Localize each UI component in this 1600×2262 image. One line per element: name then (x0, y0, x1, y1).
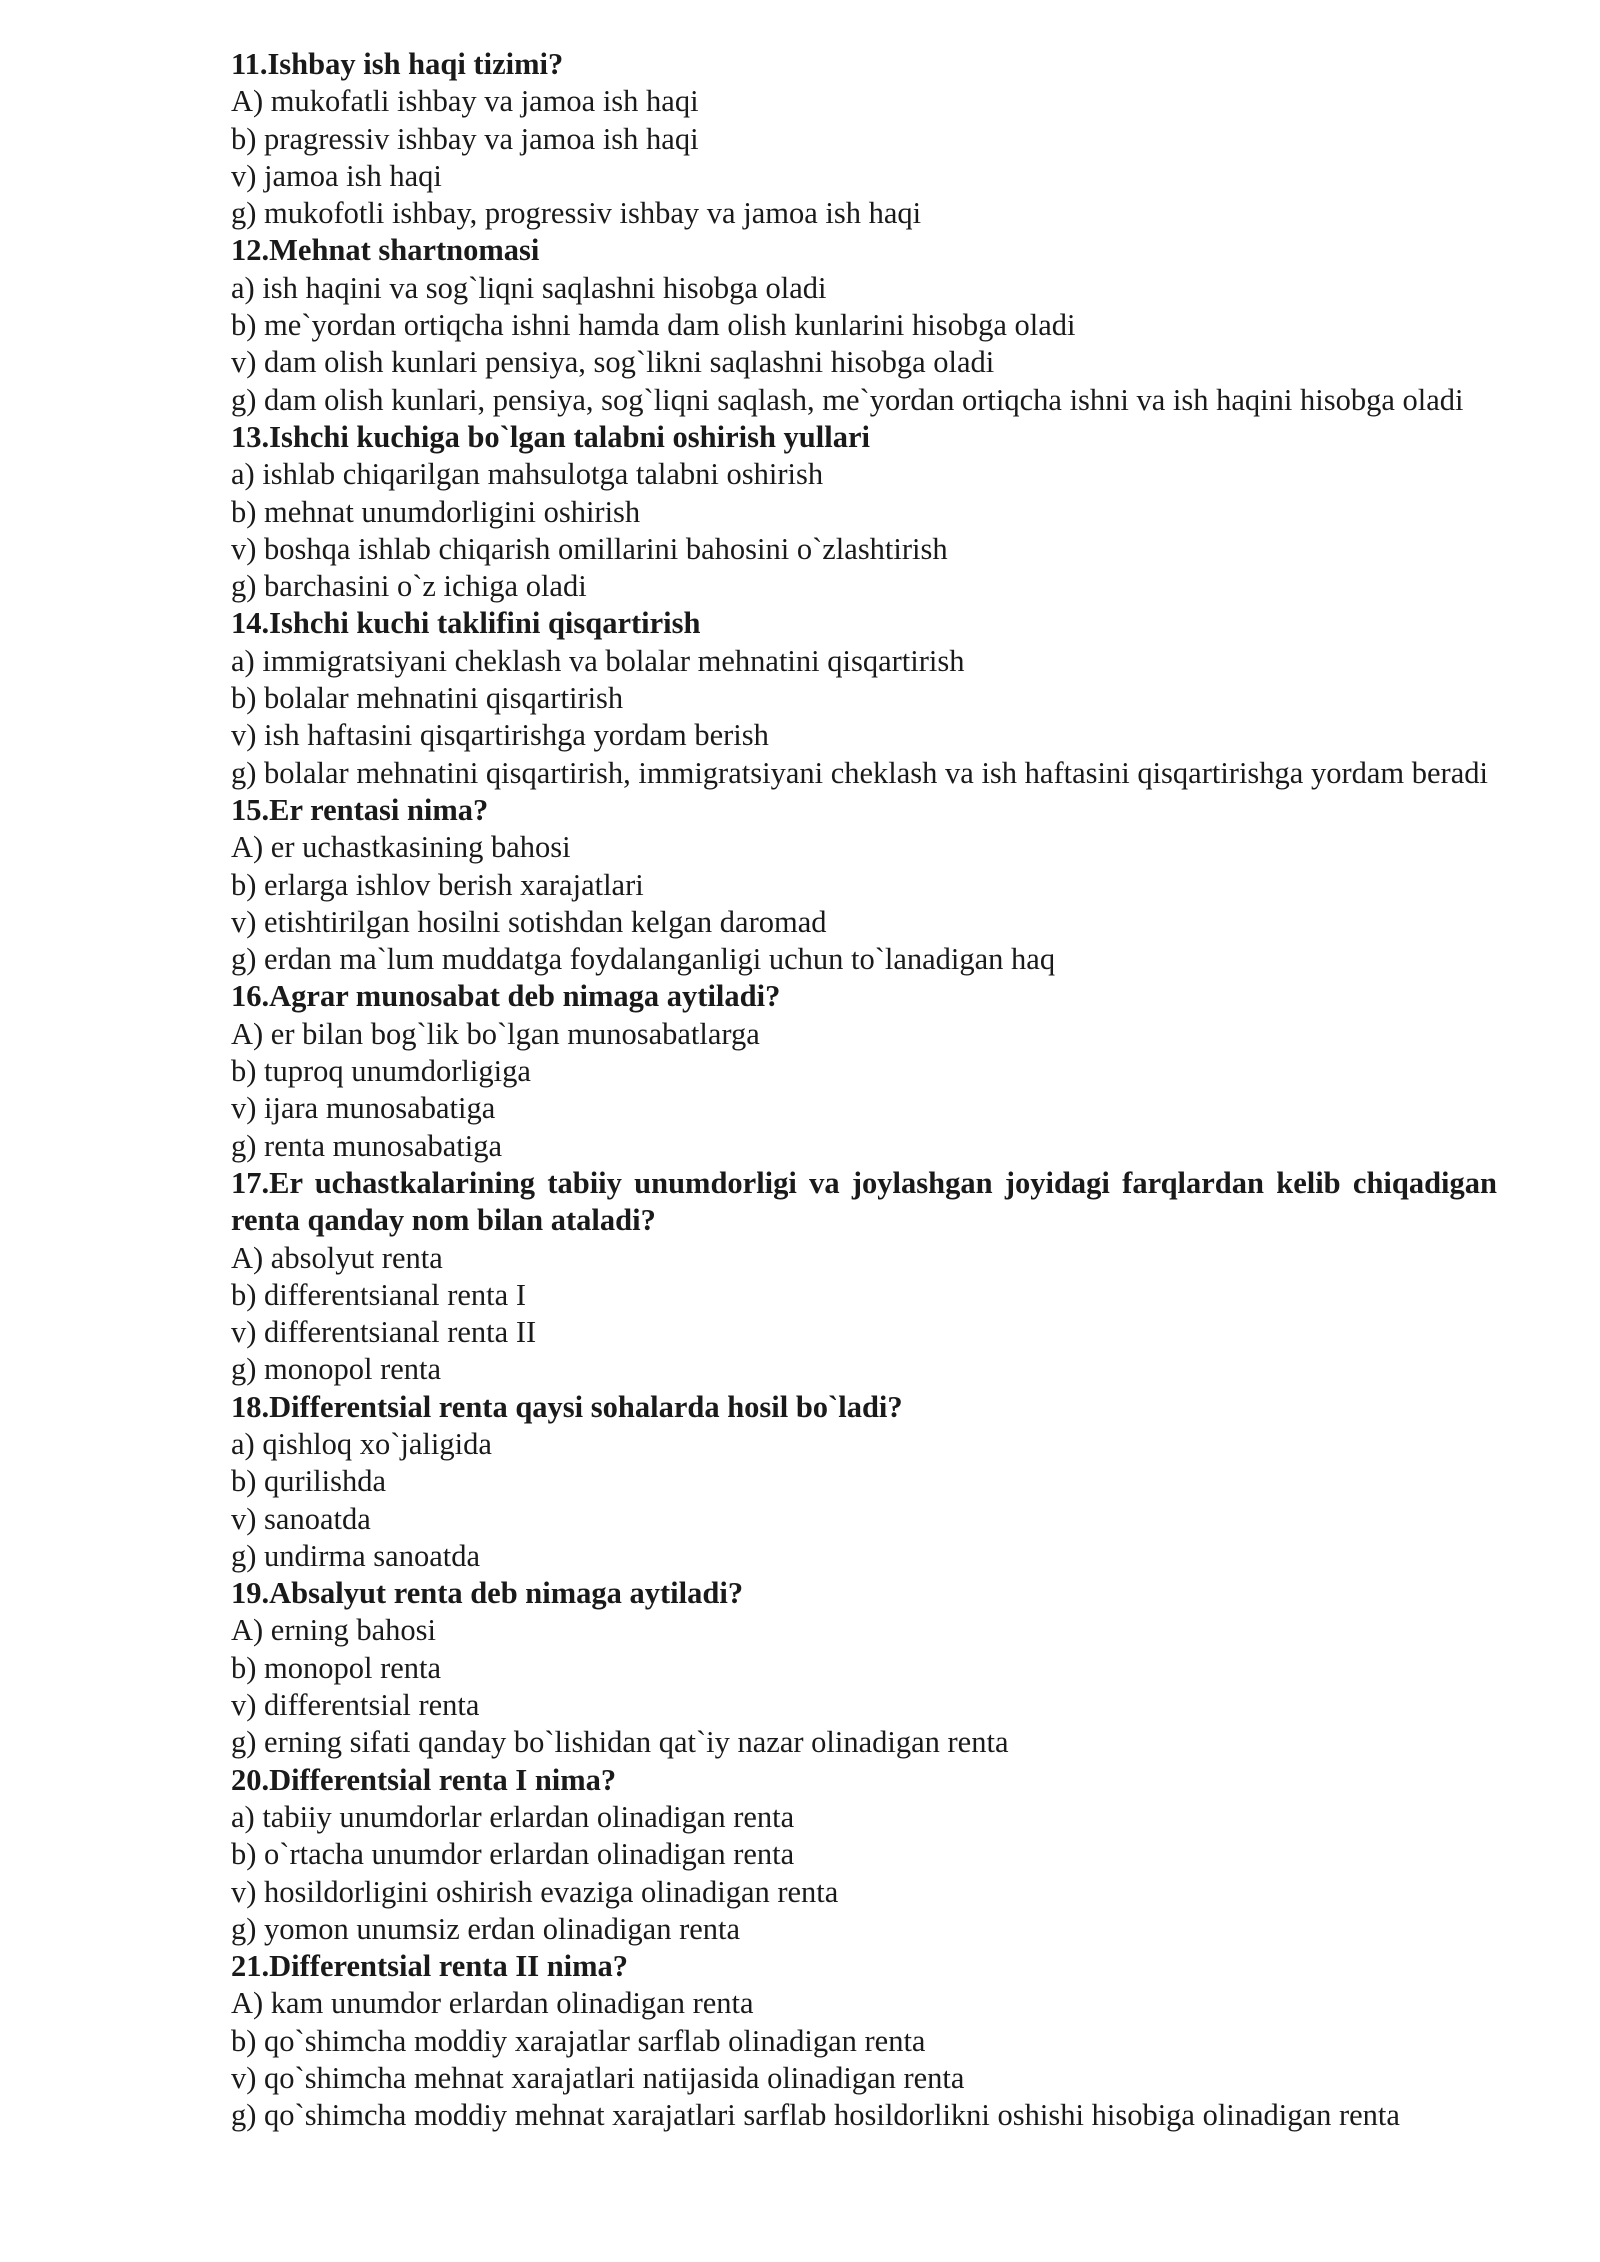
answer-option: b) pragressiv ishbay va jamoa ish haqi (231, 121, 699, 156)
answer-option: v) ijara munosabatiga (231, 1091, 496, 1126)
answer-option: g) mukofotli ishbay, progressiv ishbay va jamoa ish haqi (231, 196, 922, 231)
answer-option: v) differentsial renta (231, 1688, 480, 1723)
question-block (231, 792, 1497, 978)
answer-option: g) barchasini o`z ichiga oladi (231, 569, 587, 604)
answer-option: v) ish haftasini qisqartirishga yordam berish (231, 718, 769, 753)
answer-option: a) qishloq xo`jaligida (231, 1426, 492, 1461)
answer-option: g) dam olish kunlari, pensiya, sog`liqni saqlash, me`yordan ortiqcha ishni va ish haqini hisobga oladi (231, 382, 1464, 417)
answer-option: v) differentsianal renta II (231, 1315, 537, 1350)
question-title: 17.Er uchastkalarining tabiiy unumdorligi va joylashgan joyidagi farqlardan kelib chiqadigan renta qanday nom bilan ataladi? (231, 1165, 1497, 1238)
question-title: 12.Mehnat shartnomasi (231, 233, 540, 268)
answer-option: A) er bilan bog`lik bo`lgan munosabatlarga (231, 1016, 760, 1051)
answer-option: b) bolalar mehnatini qisqartirish (231, 681, 624, 716)
answer-option: b) me`yordan ortiqcha ishni hamda dam olish kunlarini hisobga oladi (231, 308, 1076, 343)
answer-option: v) etishtirilgan hosilni sotishdan kelgan daromad (231, 904, 827, 939)
answer-option: v) jamoa ish haqi (231, 158, 442, 193)
question-block (231, 605, 1497, 791)
answer-option: b) qurilishda (231, 1464, 387, 1499)
question-block (231, 978, 1497, 1164)
answer-option: b) differentsianal renta I (231, 1277, 526, 1312)
answer-option: v) sanoatda (231, 1501, 371, 1536)
question-title: 13.Ishchi kuchiga bo`lgan talabni oshirish yullari (231, 419, 870, 454)
document-page (231, 46, 1497, 2135)
answer-option: A) mukofatli ishbay va jamoa ish haqi (231, 84, 699, 119)
answer-option: b) monopol renta (231, 1650, 442, 1685)
answer-option: a) immigratsiyani cheklash va bolalar mehnatini qisqartirish (231, 643, 965, 678)
question-block (231, 1389, 1497, 1575)
answer-option: g) monopol renta (231, 1352, 442, 1387)
question-block (231, 1762, 1497, 1948)
answer-option: b) o`rtacha unumdor erlardan olinadigan renta (231, 1837, 795, 1872)
answer-option: g) erning sifati qanday bo`lishidan qat`iy nazar olinadigan renta (231, 1725, 1009, 1760)
question-title: 19.Absalyut renta deb nimaga aytiladi? (231, 1576, 744, 1611)
answer-option: g) yomon unumsiz erdan olinadigan renta (231, 1911, 741, 1946)
answer-option: b) erlarga ishlov berish xarajatlari (231, 867, 644, 902)
answer-option: A) kam unumdor erlardan olinadigan renta (231, 1986, 754, 2021)
answer-option: A) absolyut renta (231, 1240, 443, 1275)
answer-option: v) dam olish kunlari pensiya, sog`likni saqlashni hisobga oladi (231, 345, 995, 380)
question-title: 20.Differentsial renta I nima? (231, 1762, 617, 1797)
answer-option: v) qo`shimcha mehnat xarajatlari natijasida olinadigan renta (231, 2061, 965, 2096)
question-title: 16.Agrar munosabat deb nimaga aytiladi? (231, 979, 781, 1014)
answer-option: A) er uchastkasining bahosi (231, 830, 571, 865)
answer-option: g) undirma sanoatda (231, 1538, 481, 1573)
answer-option: a) tabiiy unumdorlar erlardan olinadigan renta (231, 1799, 795, 1834)
answer-option: b) mehnat unumdorligini oshirish (231, 494, 641, 529)
answer-option: v) boshqa ishlab chiqarish omillarini bahosini o`zlashtirish (231, 531, 948, 566)
question-list (231, 46, 1497, 2135)
question-block (231, 232, 1497, 418)
answer-option: g) bolalar mehnatini qisqartirish, immigratsiyani cheklash va ish haftasini qisqartirishga yordam beradi (231, 755, 1488, 790)
answer-option: v) hosildorligini oshirish evaziga olinadigan renta (231, 1874, 839, 1909)
answer-option: b) qo`shimcha moddiy xarajatlar sarflab olinadigan renta (231, 2023, 926, 2058)
question-title: 18.Differentsial renta qaysi sohalarda hosil bo`ladi? (231, 1389, 903, 1424)
question-block (231, 419, 1497, 605)
question-title: 15.Er rentasi nima? (231, 792, 489, 827)
question-block (231, 1948, 1497, 2134)
answer-option: a) ish haqini va sog`liqni saqlashni hisobga oladi (231, 270, 827, 305)
answer-option: g) qo`shimcha moddiy mehnat xarajatlari sarflab hosildorlikni oshishi hisobiga olinadigan renta (231, 2098, 1400, 2133)
answer-option: a) ishlab chiqarilgan mahsulotga talabni oshirish (231, 457, 824, 492)
question-block (231, 46, 1497, 232)
question-block (231, 1575, 1497, 1761)
question-title: 14.Ishchi kuchi taklifini qisqartirish (231, 606, 701, 641)
answer-option: g) erdan ma`lum muddatga foydalanganligi uchun to`lanadigan haq (231, 942, 1056, 977)
question-title: 11.Ishbay ish haqi tizimi? (231, 47, 564, 81)
answer-option: g) renta munosabatiga (231, 1128, 503, 1163)
answer-option: A) erning bahosi (231, 1613, 436, 1648)
question-block (231, 1165, 1497, 1389)
answer-option: b) tuproq unumdorligiga (231, 1054, 531, 1089)
question-title: 21.Differentsial renta II nima? (231, 1949, 629, 1984)
